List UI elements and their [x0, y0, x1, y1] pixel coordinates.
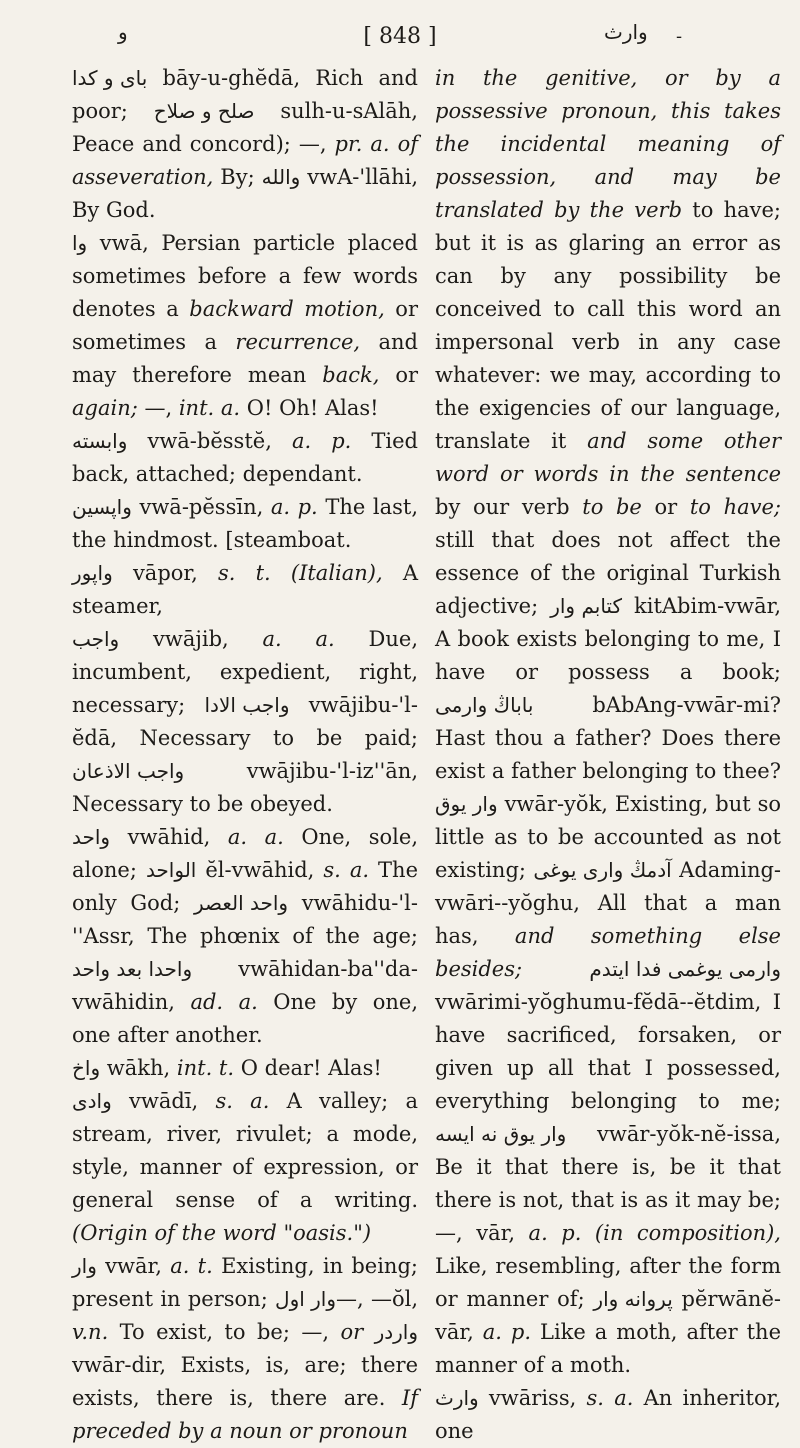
italic-text: pr. a. of asseveration,	[72, 132, 418, 189]
left-column	[72, 62, 418, 1448]
entry-text: vwār,	[96, 1254, 171, 1278]
entry-text: Due, incumbent, expedient, right, necessary;	[72, 627, 418, 717]
dictionary-entry	[435, 1382, 781, 1448]
italic-text: a. p.	[270, 495, 318, 519]
italic-text: back,	[322, 363, 380, 387]
entry-text: A valley; a stream, river, rivulet; a mode, style, manner of expression, or general sense of a writing.	[72, 1089, 419, 1212]
headword-arabic: واپسین	[72, 495, 132, 519]
italic-text: a. t.	[170, 1254, 213, 1278]
headword-arabic: صلح و صلاح	[153, 99, 255, 123]
headword-arabic: واخ	[72, 1056, 101, 1080]
headword-arabic: واجب	[72, 627, 120, 651]
entry-text: and may therefore mean	[72, 330, 418, 387]
headword-arabic: وار یوق نه ایسه	[435, 1122, 567, 1146]
entry-text: or sometimes a	[72, 297, 418, 354]
italic-text: int. t.	[176, 1056, 235, 1080]
dictionary-entry	[72, 1250, 418, 1448]
headword-arabic: واجب الاذعان	[72, 759, 185, 783]
entry-text: vwājibu-'l-ĕdā, Necessary to be paid;	[72, 693, 418, 750]
headword-arabic: واحدا بعد واحد	[72, 957, 193, 981]
entry-text: vwāhidu-'l-''Assr, The phœnix of the age;	[72, 891, 418, 948]
page-header	[0, 18, 800, 58]
entry-text: vwār-dir, Exists, is, are; there exists, there is, there are.	[72, 1353, 418, 1410]
italic-text: int. a.	[178, 396, 241, 420]
entry-text: vāpor,	[112, 561, 218, 585]
italic-text: to have;	[689, 495, 781, 519]
headword-arabic: وار اول	[275, 1287, 337, 1311]
entry-text: Adaming-vwāri--yŏghu, All that a man has,	[435, 858, 782, 948]
headword-arabic: وارث	[435, 1386, 479, 1410]
entry-text: The only God;	[72, 858, 418, 915]
italic-text: s. t. (Italian),	[217, 561, 383, 585]
italic-text: in the genitive, or by a possessive pronoun, this takes the incidental meaning of possession, and may be translated by the verb	[435, 66, 781, 222]
dictionary-entry	[72, 425, 418, 491]
italic-text: a. p.	[482, 1320, 532, 1344]
italic-text: and some other word or words in the sentence	[435, 429, 781, 486]
dictionary-entry	[72, 227, 418, 425]
page-number: [ 848 ]	[363, 24, 437, 49]
entry-text	[522, 957, 589, 981]
entry-text: kitAbim-vwār, A book exists belonging to me, I have or possess a book;	[435, 594, 781, 684]
headword-arabic: کتابم وار	[550, 594, 622, 618]
italic-text: s. a.	[215, 1089, 270, 1113]
headword-arabic: وا	[72, 231, 88, 255]
headword-arabic: وادی	[72, 1089, 112, 1113]
entry-text: The last, the hindmost. [steamboat.	[72, 495, 418, 552]
entry-text: vwājib,	[119, 627, 263, 651]
headword-arabic: آدمڭ وارى یوغى	[533, 858, 672, 882]
italic-text: recurrence,	[235, 330, 361, 354]
headword-arabic: واجب الادا	[204, 693, 290, 717]
entry-text: or	[641, 495, 690, 519]
italic-text: ad. a.	[190, 990, 258, 1014]
entry-text: to have; but it is as glaring an error as can by any possibility be conceived to call this word an impersonal verb in any case whatever: we may, according to the exigencies of our language, translate it	[435, 198, 781, 453]
headword-arabic: واحد العصر	[193, 891, 289, 915]
headword-arabic: وار	[72, 1254, 97, 1278]
entry-text: or	[379, 363, 418, 387]
headword-arabic: والله	[261, 165, 301, 189]
dictionary-entry	[72, 491, 418, 557]
italic-text: and something else besides;	[435, 924, 781, 981]
headword-arabic: الواحد	[145, 858, 197, 882]
header-dash: -	[676, 26, 683, 47]
entry-text: by our verb	[435, 495, 583, 519]
entry-text: —, —ŏl,	[336, 1287, 419, 1311]
entry-text: bAbAng-vwār-mi? Hast thou a father? Does there exist a father belonging to thee?	[435, 693, 781, 783]
entry-text: sulh-u-sAlāh, Peace and concord); —,	[72, 99, 418, 156]
italic-text: a. a.	[227, 825, 284, 849]
entry-text: vwāhidan-ba''da-vwāhidin,	[72, 957, 418, 1014]
italic-text: again;	[72, 396, 138, 420]
dictionary-entry	[72, 623, 418, 821]
header-catchword: ﻭﺍﺭﺙ	[604, 20, 648, 44]
entry-text: vwājibu-'l-iz''ān, Necessary to be obeyed.	[72, 759, 418, 816]
italic-text: to be	[582, 495, 642, 519]
entry-text: Like a moth, after the manner of a moth.	[435, 1320, 781, 1377]
headword-arabic: پروانه وار	[593, 1287, 673, 1311]
italic-text: backward motion,	[189, 297, 385, 321]
headword-arabic: وابسته	[72, 429, 128, 453]
entry-text: One by one, one after another.	[72, 990, 418, 1047]
entry-text: vwār-yŏk-nĕ-issa, Be it that there is, be it that there is not, that is as it may be; —, vār,	[435, 1122, 781, 1245]
entry-text: vwā-bĕsstĕ,	[127, 429, 292, 453]
dictionary-entry	[72, 557, 418, 623]
italic-text: s. a.	[586, 1386, 634, 1410]
entry-text: vwA-'llāhi, By God.	[72, 165, 418, 222]
entry-text: vwā, Persian particle placed sometimes before a few words denotes a	[72, 231, 418, 321]
italic-text: a. a.	[262, 627, 335, 651]
entry-text: Like, resembling, after the form or manner of;	[435, 1254, 781, 1311]
headword-arabic: واردر	[374, 1320, 418, 1344]
headword-arabic: بای و کدا	[72, 66, 148, 90]
entry-text: vwāhid,	[110, 825, 228, 849]
entry-text: pĕrwānĕ-vār,	[435, 1287, 781, 1344]
header-left-letter: ﻭ	[118, 20, 128, 44]
dictionary-entry	[435, 62, 781, 1382]
italic-text: s. a.	[323, 858, 370, 882]
entry-text: vwārimi-yŏghumu-fĕdā--ĕtdim, I have sacrificed, forsaken, or given up all that I possessed, everything belonging to me;	[435, 990, 781, 1113]
entry-text	[363, 1320, 374, 1344]
dictionary-entry	[72, 821, 418, 1052]
italic-text: a. p. (in composition),	[528, 1221, 781, 1245]
italic-text: a. p.	[291, 429, 352, 453]
entry-text: bāy-u-ghĕdā, Rich and poor;	[72, 66, 418, 123]
entry-text: vwādī,	[111, 1089, 216, 1113]
entry-text: O! Oh! Alas!	[240, 396, 379, 420]
entry-text: still that does not affect the essence of the original Turkish adjective;	[435, 528, 781, 618]
entry-text: vwār-yŏk, Existing, but so little as to be accounted as not existing;	[435, 792, 781, 882]
italic-text: or	[340, 1320, 364, 1344]
headword-arabic: وار یوق	[435, 792, 498, 816]
italic-text: v.n.	[72, 1320, 109, 1344]
entry-text: ĕl-vwāhid,	[196, 858, 324, 882]
dictionary-entry	[72, 62, 418, 227]
italic-text: If preceded by a noun or pronoun	[72, 1386, 418, 1443]
entry-text: A steamer,	[72, 561, 418, 618]
entry-text: O dear! Alas!	[234, 1056, 382, 1080]
entry-text: Tied back, attached; dependant.	[72, 429, 418, 486]
entry-text: wākh,	[100, 1056, 177, 1080]
headword-arabic: وارمى یوغمى فدا ایتدم	[589, 957, 781, 981]
entry-text: vwā-pĕssīn,	[131, 495, 271, 519]
entry-text: By;	[213, 165, 262, 189]
italic-text: (Origin of the word "oasis.")	[72, 1221, 372, 1245]
headword-arabic: واحد	[72, 825, 111, 849]
headword-arabic: باباڭ وارمی	[435, 693, 534, 717]
right-column	[435, 62, 781, 1448]
entry-text: vwāriss,	[478, 1386, 587, 1410]
entry-text: Existing, in being; present in person;	[72, 1254, 418, 1311]
entry-text: —,	[137, 396, 179, 420]
dictionary-entry	[72, 1085, 418, 1250]
entry-text: To exist, to be; —,	[108, 1320, 341, 1344]
headword-arabic: واپور	[72, 561, 113, 585]
dictionary-entry	[72, 1052, 418, 1085]
entry-text: An inheritor, one	[435, 1386, 781, 1443]
entry-text: One, sole, alone;	[72, 825, 418, 882]
